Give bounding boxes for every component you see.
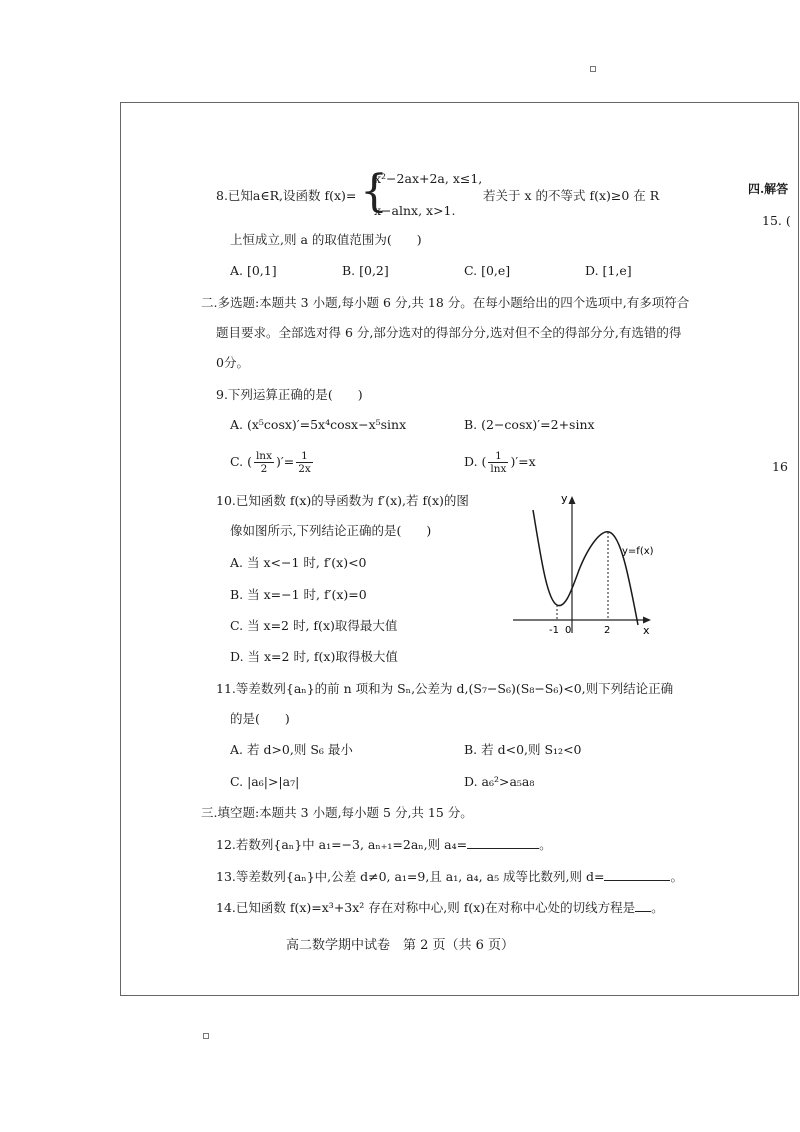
q8-suffix: 若关于 x 的不等式 f(x)≥0 在 R xyxy=(483,188,660,203)
q9-option-a: A. (x⁵cosx)′=5x⁴cosx−x⁵sinx xyxy=(230,417,407,432)
q8-brace: { xyxy=(360,166,388,217)
q9-option-b: B. (2−cosx)′=2+sinx xyxy=(464,417,595,432)
q10-function-graph xyxy=(505,488,665,638)
q10-option-b: B. 当 x=−1 时, f′(x)=0 xyxy=(230,587,367,602)
q9-option-d: D. ( $\frac{1}{\ln x}$ )′=x xyxy=(464,450,536,475)
q10-option-d: D. 当 x=2 时, f(x)取得极大值 xyxy=(230,649,398,664)
graph-x-label: x xyxy=(643,624,650,637)
section2-line2: 题目要求。全部选对得 6 分,部分选对的得部分分,选对但不全的得部分分,有选错的得 xyxy=(216,325,682,340)
q8-line2: 上恒成立,则 a 的取值范围为( ) xyxy=(230,232,422,247)
margin-section4: 四.解答 xyxy=(748,182,789,196)
scan-mark-bottom xyxy=(203,1033,209,1039)
section3-title: 三.填空题:本题共 3 小题,每小题 5 分,共 15 分。 xyxy=(201,805,473,820)
section2-line1: 二.多选题:本题共 3 小题,每小题 6 分,共 18 分。在每小题给出的四个选项中,有多项符合 xyxy=(201,295,690,310)
page-footer: 高二数学期中试卷 第 2 页（共 6 页） xyxy=(285,938,515,953)
graph-y-arrow xyxy=(569,496,576,504)
graph-y-label: y xyxy=(561,492,568,505)
q10-line2: 像如图所示,下列结论正确的是( ) xyxy=(230,523,432,538)
graph-curve-label: y=f(x) xyxy=(622,546,654,557)
graph-x-arrow xyxy=(643,617,651,624)
graph-curve xyxy=(533,510,638,625)
q9-stem: 9.下列运算正确的是( ) xyxy=(216,387,363,402)
q8-option-c: C. [0,e] xyxy=(464,263,511,278)
q11-option-d: D. a₆²>a₅a₈ xyxy=(464,774,535,789)
margin-q15: 15. ( xyxy=(762,213,791,228)
q10-line1: 10.已知函数 f(x)的导函数为 f′(x),若 f(x)的图 xyxy=(216,493,469,508)
q12: 12.若数列{aₙ}中 a₁=−3, aₙ₊₁=2aₙ,则 a₄= 。 xyxy=(216,837,552,852)
q8-option-a: A. [0,1] xyxy=(230,263,277,278)
q10-option-a: A. 当 x<−1 时, f′(x)<0 xyxy=(230,555,367,570)
q14: 14.已知函数 f(x)=x³+3x² 存在对称中心,则 f(x)在对称中心处的切线方程是 。 xyxy=(216,900,664,915)
margin-q16: 16 xyxy=(772,459,788,474)
q8-option-b: B. [0,2] xyxy=(342,263,389,278)
q11-option-b: B. 若 d<0,则 S₁₂<0 xyxy=(464,742,582,757)
q8-option-d: D. [1,e] xyxy=(585,263,632,278)
q14-answer-blank xyxy=(635,911,651,912)
q11-line1: 11.等差数列{aₙ}的前 n 项和为 Sₙ,公差为 d,(S₇−S₆)(S₈−S₆)<0,则下列结论正确 xyxy=(216,681,674,696)
q13-answer-blank xyxy=(604,880,670,881)
graph-tick-origin: 0 xyxy=(565,625,572,636)
q9-option-c: C. ( $\frac{\ln x}{2}$ )′= $\frac{1}{2x}$ xyxy=(230,450,311,475)
section2-line3: 0分。 xyxy=(216,355,249,370)
q8-case1: x²−2ax+2a, x≤1, xyxy=(374,171,483,186)
q11-line2: 的是( ) xyxy=(230,711,290,726)
page-frame xyxy=(120,102,799,996)
q11-option-a: A. 若 d>0,则 S₆ 最小 xyxy=(230,742,353,757)
q10-option-c: C. 当 x=2 时, f(x)取得最大值 xyxy=(230,618,398,633)
q11-option-c: C. |a₆|>|a₇| xyxy=(230,774,300,789)
q13: 13.等差数列{aₙ}中,公差 d≠0, a₁=9,且 a₁, a₄, a₅ 成等比数列,则 d= 。 xyxy=(216,869,683,884)
graph-tick-neg1: -1 xyxy=(549,625,559,636)
scan-mark-top xyxy=(590,66,596,72)
q12-answer-blank xyxy=(467,848,539,849)
q8-prefix: 8.已知a∈R,设函数 f(x)= xyxy=(216,188,357,203)
q8-case2: x−alnx, x>1. xyxy=(374,203,456,218)
graph-tick-2: 2 xyxy=(604,625,611,636)
